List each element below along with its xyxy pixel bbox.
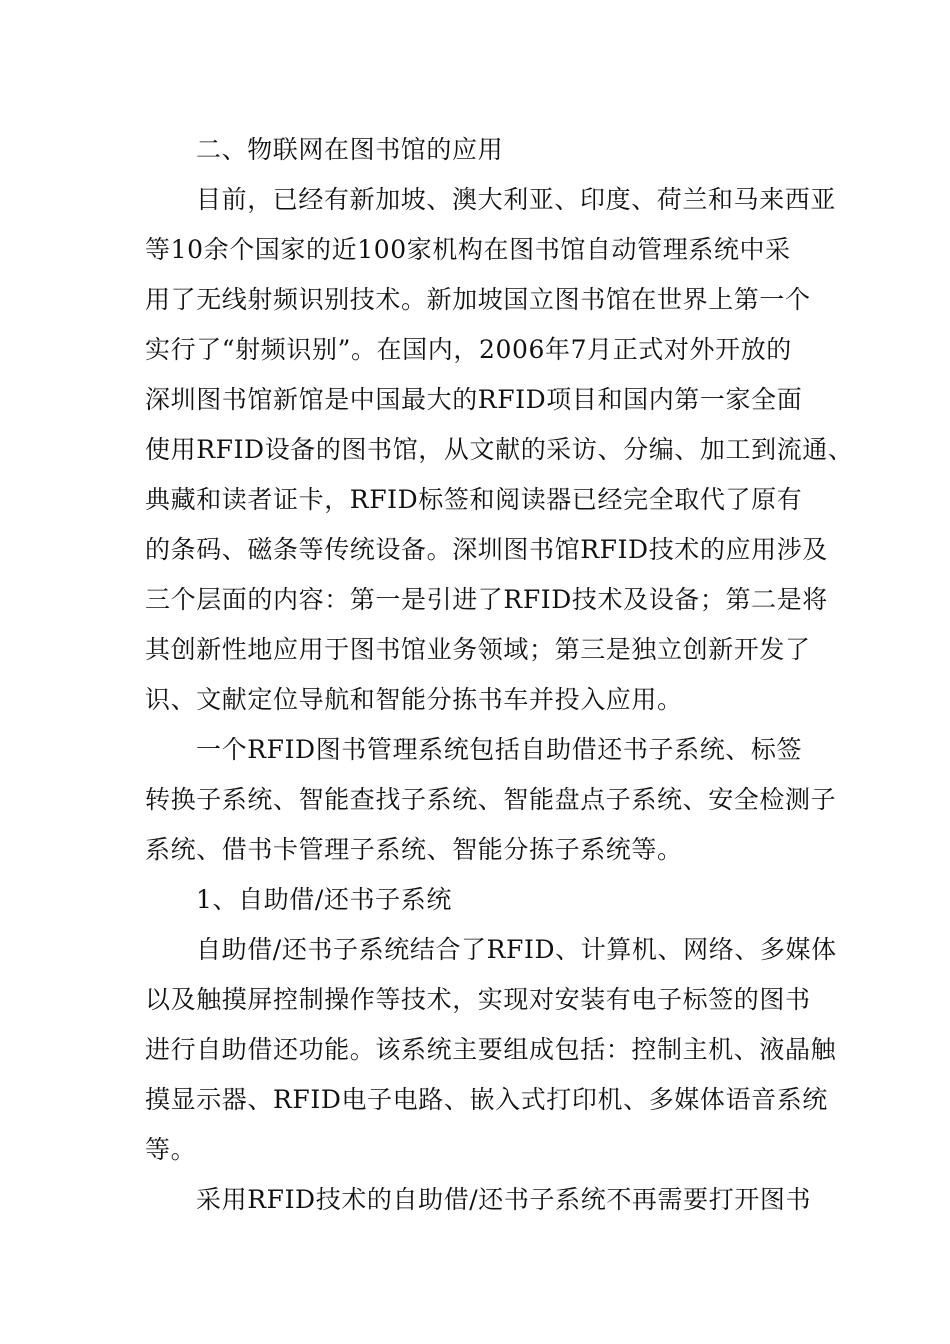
paragraph-line: 识、文献定位导航和智能分拣书车并投入应用。 <box>145 685 683 714</box>
paragraph-line: 深圳图书馆新馆是中国最大的RFID项目和国内第一家全面 <box>145 385 803 414</box>
paragraph-line: 等。 <box>145 1135 197 1164</box>
paragraph-line: 的条码、磁条等传统设备。深圳图书馆RFID技术的应用涉及 <box>145 535 828 564</box>
paragraph-line: 其创新性地应用于图书馆业务领域；第三是独立创新开发了 <box>145 635 811 664</box>
paragraph-line: 进行自助借还功能。该系统主要组成包括：控制主机、液晶触 <box>145 1035 837 1064</box>
paragraph-line: 采用RFID技术的自助借/还书子系统不再需要打开图书 <box>196 1185 812 1214</box>
paragraph-line: 转换子系统、智能查找子系统、智能盘点子系统、安全检测子 <box>145 785 837 814</box>
paragraph-line: 一个RFID图书管理系统包括自助借还书子系统、标签 <box>196 735 803 764</box>
section-heading: 二、物联网在图书馆的应用 <box>196 135 504 164</box>
paragraph-line: 使用RFID设备的图书馆，从文献的采访、分编、加工到流通、 <box>145 435 854 464</box>
paragraph-line: 等10余个国家的近100家机构在图书馆自动管理系统中采 <box>145 235 791 264</box>
paragraph-line: 典藏和读者证卡，RFID标签和阅读器已经完全取代了原有 <box>145 485 803 514</box>
paragraph-line: 系统、借书卡管理子系统、智能分拣子系统等。 <box>145 835 683 864</box>
paragraph-line: 以及触摸屏控制操作等技术，实现对安装有电子标签的图书 <box>145 985 811 1014</box>
paragraph-line: 实行了“射频识别”。在国内，2006年7月正式对外开放的 <box>145 335 792 364</box>
subsection-heading: 1、自助借/还书子系统 <box>196 885 452 914</box>
paragraph-line: 三个层面的内容：第一是引进了RFID技术及设备；第二是将 <box>145 585 828 614</box>
paragraph-line: 用了无线射频识别技术。新加坡国立图书馆在世界上第一个 <box>145 285 811 314</box>
paragraph-line: 摸显示器、RFID电子电路、嵌入式打印机、多媒体语音系统 <box>145 1085 828 1114</box>
paragraph-line: 自助借/还书子系统结合了RFID、计算机、网络、多媒体 <box>196 935 837 964</box>
paragraph-line: 目前，已经有新加坡、澳大利亚、印度、荷兰和马来西亚 <box>196 185 837 214</box>
